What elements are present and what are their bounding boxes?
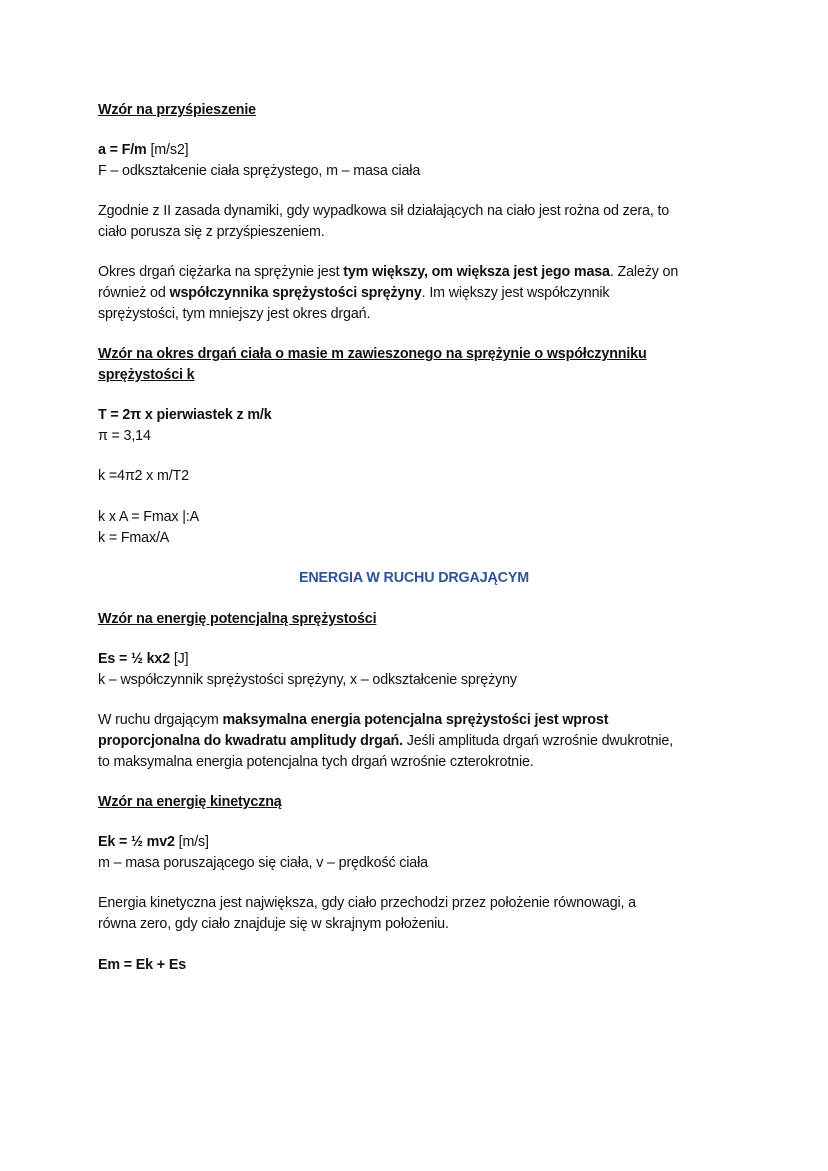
text: . Im większy jest współczynnik xyxy=(421,285,610,301)
period-formula: T = 2π x pierwiastek z m/k xyxy=(98,407,272,423)
paragraph-line: to maksymalna energia potencjalna tych drgań wzrośnie czterokrotnie. xyxy=(98,754,534,770)
k-formula: k =4π2 x m/T2 xyxy=(98,468,189,484)
formula: Es = ½ kx2 xyxy=(98,651,171,667)
k-fmax-formula: k = Fmax/A xyxy=(98,530,170,546)
paragraph-line: Energia kinetyczna jest największa, gdy ciało przechodzi przez położenie równowagi, a xyxy=(98,895,636,911)
acceleration-formula xyxy=(98,140,188,160)
potential-energy-description: k – współczynnik sprężystości sprężyny, x – odkształcenie sprężyny xyxy=(98,672,517,688)
kinetic-energy-formula xyxy=(98,832,209,852)
mechanical-energy-formula: Em = Ek + Es xyxy=(98,957,187,973)
bold-text: tym większy, om większa jest jego masa xyxy=(343,264,610,280)
text: Jeśli amplituda drgań wzrośnie dwukrotnie, xyxy=(402,733,674,749)
unit: [J] xyxy=(170,651,189,667)
paragraph-line xyxy=(98,710,608,730)
formula: a = F/m xyxy=(98,142,147,158)
text: Okres drgań ciężarka na sprężynie jest xyxy=(98,264,344,280)
unit: [m/s2] xyxy=(146,142,189,158)
paragraph-line: sprężystości, tym mniejszy jest okres drgań. xyxy=(98,306,371,322)
heading-period-cont: sprężystości k xyxy=(98,367,195,383)
section-title-energy: ENERGIA W RUCHU DRGAJĄCYM xyxy=(298,570,530,586)
text: W ruchu drgającym xyxy=(98,712,223,728)
paragraph-line: Zgodnie z II zasada dynamiki, gdy wypadkowa sił działających na ciało jest rożna od zera, to xyxy=(98,203,670,219)
bold-text: współczynnika sprężystości sprężyny xyxy=(169,285,422,301)
bold-text: proporcjonalna do kwadratu amplitudy drgań. xyxy=(98,733,403,749)
k-fmax-formula: k x A = Fmax |:A xyxy=(98,509,200,525)
heading-kinetic-energy: Wzór na energię kinetyczną xyxy=(98,794,282,810)
pi-value: π = 3,14 xyxy=(98,428,151,444)
unit: [m/s] xyxy=(174,834,209,850)
paragraph-line: ciało porusza się z przyśpieszeniem. xyxy=(98,224,325,240)
bold-text: maksymalna energia potencjalna sprężystości jest wprost xyxy=(222,712,609,728)
paragraph-line: równa zero, gdy ciało znajduje się w skrajnym położeniu. xyxy=(98,916,449,932)
heading-period: Wzór na okres drgań ciała o masie m zawieszonego na sprężynie o współczynniku xyxy=(98,346,647,362)
heading-acceleration: Wzór na przyśpieszenie xyxy=(98,102,256,118)
paragraph-line xyxy=(98,731,673,751)
acceleration-description: F – odkształcenie ciała sprężystego, m – masa ciała xyxy=(98,163,421,179)
potential-energy-formula xyxy=(98,649,189,669)
text: . Zależy on xyxy=(609,264,679,280)
text: również od xyxy=(98,285,170,301)
kinetic-energy-description: m – masa poruszającego się ciała, v – prędkość ciała xyxy=(98,855,428,871)
paragraph-line xyxy=(98,262,678,282)
formula: Ek = ½ mv2 xyxy=(98,834,175,850)
heading-potential-energy: Wzór na energię potencjalną sprężystości xyxy=(98,611,377,627)
paragraph-line xyxy=(98,283,609,303)
